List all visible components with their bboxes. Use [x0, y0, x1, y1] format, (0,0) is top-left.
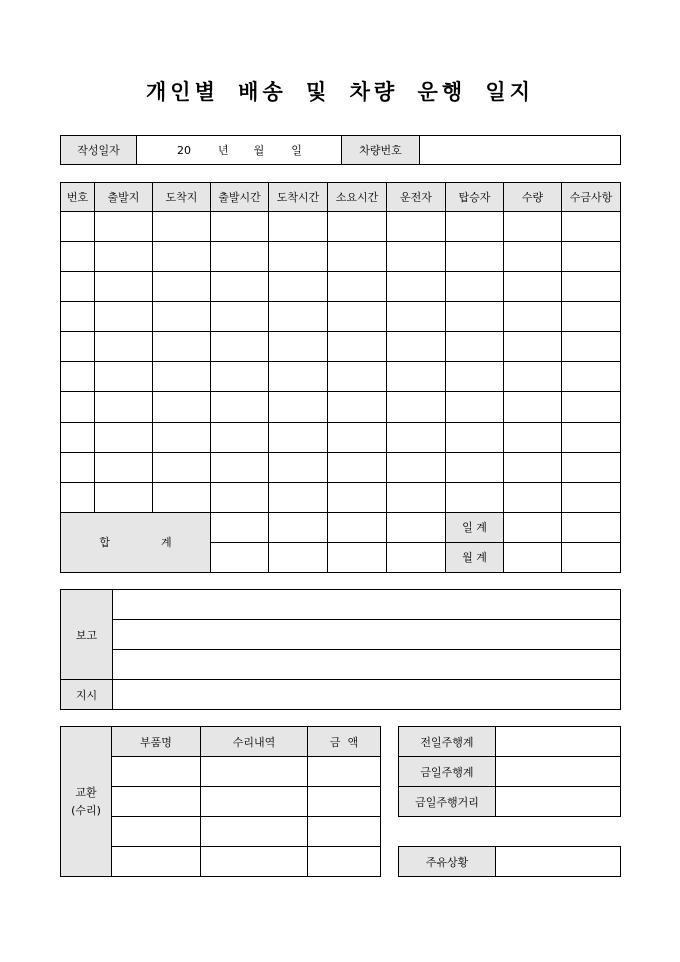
log-cell[interactable] — [504, 332, 562, 362]
log-cell[interactable] — [153, 302, 211, 332]
log-cell[interactable] — [153, 212, 211, 242]
log-cell[interactable] — [328, 482, 387, 512]
log-cell[interactable] — [387, 482, 446, 512]
log-cell[interactable] — [61, 242, 95, 272]
log-cell[interactable] — [504, 362, 562, 392]
today-distance-field[interactable] — [496, 787, 621, 817]
log-cell[interactable] — [446, 272, 504, 302]
log-cell[interactable] — [61, 482, 95, 512]
log-cell[interactable] — [211, 212, 269, 242]
log-cell[interactable] — [61, 212, 95, 242]
log-cell[interactable] — [211, 242, 269, 272]
vehicle-field[interactable] — [420, 136, 621, 165]
repair-cell[interactable] — [201, 757, 308, 787]
instruction-line[interactable] — [113, 680, 621, 710]
total-cell[interactable] — [328, 542, 387, 572]
log-cell[interactable] — [95, 212, 153, 242]
repair-cell[interactable] — [201, 787, 308, 817]
total-label-2: 계 — [161, 536, 172, 550]
report-line[interactable] — [113, 590, 621, 620]
log-cell[interactable] — [61, 422, 95, 452]
table-row — [61, 452, 621, 482]
header-info-table — [60, 135, 621, 165]
log-cell[interactable] — [153, 392, 211, 422]
log-cell[interactable] — [95, 482, 153, 512]
fuel-status-field[interactable] — [496, 847, 621, 877]
log-cell[interactable] — [269, 272, 328, 302]
today-total-field[interactable] — [496, 757, 621, 787]
log-cell[interactable] — [211, 392, 269, 422]
log-cell[interactable] — [61, 302, 95, 332]
table-row — [61, 422, 621, 452]
table-row — [61, 332, 621, 362]
repair-cell[interactable] — [308, 757, 381, 787]
col-header-quantity: 수량 — [504, 183, 562, 212]
log-cell[interactable] — [61, 332, 95, 362]
prev-total-field[interactable] — [496, 727, 621, 757]
day-unit: 일 — [291, 144, 302, 157]
col-header-number: 번호 — [61, 183, 95, 212]
log-cell[interactable] — [562, 272, 621, 302]
repair-label-line2: (수리) — [71, 803, 101, 817]
log-cell[interactable] — [446, 362, 504, 392]
log-cell[interactable] — [61, 452, 95, 482]
log-cell[interactable] — [328, 212, 387, 242]
log-cell[interactable] — [95, 362, 153, 392]
log-cell[interactable] — [153, 452, 211, 482]
repair-table — [60, 726, 381, 877]
report-line[interactable] — [113, 650, 621, 680]
month-unit: 월 — [253, 144, 265, 157]
repair-label — [61, 727, 112, 877]
log-cell[interactable] — [269, 302, 328, 332]
log-cell[interactable] — [446, 332, 504, 362]
log-cell[interactable] — [61, 362, 95, 392]
log-cell[interactable] — [504, 422, 562, 452]
log-cell[interactable] — [562, 422, 621, 452]
log-cell[interactable] — [562, 332, 621, 362]
log-cell[interactable] — [211, 302, 269, 332]
table-row — [61, 242, 621, 272]
log-cell[interactable] — [211, 272, 269, 302]
table-row — [61, 392, 621, 422]
log-cell[interactable] — [153, 332, 211, 362]
log-cell[interactable] — [269, 212, 328, 242]
log-cell[interactable] — [153, 362, 211, 392]
log-cell[interactable] — [328, 242, 387, 272]
vehicle-label: 차량번호 — [342, 136, 420, 165]
total-cell[interactable] — [211, 542, 269, 572]
table-row — [61, 482, 621, 512]
repair-cell[interactable] — [308, 787, 381, 817]
col-header-part-name: 부품명 — [112, 727, 201, 757]
monthly-total-label: 월 계 — [446, 542, 504, 572]
log-cell[interactable] — [387, 302, 446, 332]
daily-total-label: 일 계 — [446, 512, 504, 542]
log-cell[interactable] — [269, 482, 328, 512]
log-cell[interactable] — [562, 242, 621, 272]
col-header-amount: 금 액 — [308, 727, 381, 757]
repair-cell[interactable] — [112, 787, 201, 817]
log-cell[interactable] — [328, 452, 387, 482]
total-cell[interactable] — [328, 512, 387, 542]
total-cell[interactable] — [387, 512, 446, 542]
log-cell[interactable] — [504, 242, 562, 272]
log-cell[interactable] — [504, 392, 562, 422]
log-cell[interactable] — [61, 272, 95, 302]
date-field[interactable] — [137, 136, 342, 165]
log-cell[interactable] — [95, 332, 153, 362]
log-cell[interactable] — [269, 362, 328, 392]
table-row — [61, 362, 621, 392]
total-label-1: 합 — [99, 536, 110, 550]
prev-total-label: 전일주행계 — [399, 727, 496, 757]
col-header-destination: 도착지 — [153, 183, 211, 212]
log-cell[interactable] — [328, 422, 387, 452]
log-cell[interactable] — [269, 392, 328, 422]
log-cell[interactable] — [446, 302, 504, 332]
log-cell[interactable] — [153, 422, 211, 452]
table-row — [61, 302, 621, 332]
log-cell[interactable] — [328, 302, 387, 332]
log-cell[interactable] — [562, 302, 621, 332]
year-prefix: 20 — [177, 144, 191, 157]
log-cell[interactable] — [446, 452, 504, 482]
repair-cell[interactable] — [308, 847, 381, 877]
log-cell[interactable] — [387, 422, 446, 452]
total-cell[interactable] — [269, 512, 328, 542]
log-cell[interactable] — [328, 362, 387, 392]
log-cell[interactable] — [95, 422, 153, 452]
log-cell[interactable] — [504, 302, 562, 332]
log-cell[interactable] — [328, 332, 387, 362]
log-cell[interactable] — [562, 452, 621, 482]
report-line[interactable] — [113, 620, 621, 650]
fuel-table — [398, 846, 621, 877]
log-cell[interactable] — [504, 272, 562, 302]
log-cell[interactable] — [153, 272, 211, 302]
instruction-label: 지시 — [61, 680, 113, 710]
col-header-departure-time: 출발시간 — [211, 183, 269, 212]
repair-cell[interactable] — [112, 757, 201, 787]
total-cell[interactable] — [269, 542, 328, 572]
repair-cell[interactable] — [112, 847, 201, 877]
col-header-duration: 소요시간 — [328, 183, 387, 212]
mileage-table — [398, 726, 621, 817]
col-header-arrival-time: 도착시간 — [269, 183, 328, 212]
log-cell[interactable] — [446, 242, 504, 272]
date-label: 작성일자 — [61, 136, 137, 165]
table-row — [61, 212, 621, 242]
log-cell[interactable] — [328, 272, 387, 302]
report-table — [60, 589, 621, 710]
total-cell[interactable] — [211, 512, 269, 542]
total-label — [61, 512, 211, 572]
col-header-collection: 수금사항 — [562, 183, 621, 212]
log-cell[interactable] — [61, 392, 95, 422]
total-cell[interactable] — [387, 542, 446, 572]
log-cell[interactable] — [387, 362, 446, 392]
log-cell[interactable] — [562, 482, 621, 512]
total-cell[interactable] — [562, 542, 621, 572]
log-cell[interactable] — [269, 452, 328, 482]
page-title: 개인별 배송 및 차량 운행 일지 — [146, 79, 534, 104]
log-cell[interactable] — [387, 392, 446, 422]
delivery-log-table — [60, 182, 621, 573]
log-cell[interactable] — [269, 242, 328, 272]
log-cell[interactable] — [446, 392, 504, 422]
total-cell[interactable] — [504, 542, 562, 572]
log-cell[interactable] — [446, 212, 504, 242]
log-cell[interactable] — [95, 392, 153, 422]
log-cell[interactable] — [95, 452, 153, 482]
log-cell[interactable] — [211, 482, 269, 512]
log-cell[interactable] — [95, 272, 153, 302]
log-cell[interactable] — [446, 482, 504, 512]
log-cell[interactable] — [153, 242, 211, 272]
log-cell[interactable] — [387, 332, 446, 362]
repair-cell[interactable] — [201, 847, 308, 877]
log-cell[interactable] — [562, 392, 621, 422]
log-cell[interactable] — [562, 362, 621, 392]
table-row — [61, 272, 621, 302]
log-cell[interactable] — [269, 332, 328, 362]
log-cell[interactable] — [504, 212, 562, 242]
col-header-passenger: 탑승자 — [446, 183, 504, 212]
col-header-driver: 운전자 — [387, 183, 446, 212]
log-cell[interactable] — [211, 362, 269, 392]
log-cell[interactable] — [211, 422, 269, 452]
report-label: 보고 — [61, 590, 113, 680]
year-unit: 년 — [218, 144, 229, 157]
repair-label-line1: 교환 — [75, 785, 97, 799]
col-header-repair-details: 수리내역 — [201, 727, 308, 757]
log-cell[interactable] — [328, 392, 387, 422]
fuel-status-label: 주유상황 — [399, 847, 496, 877]
log-cell[interactable] — [562, 212, 621, 242]
repair-cell[interactable] — [201, 817, 308, 847]
log-cell[interactable] — [95, 242, 153, 272]
repair-cell[interactable] — [112, 817, 201, 847]
today-distance-label: 금일주행거리 — [399, 787, 496, 817]
repair-cell[interactable] — [308, 817, 381, 847]
log-cell[interactable] — [387, 212, 446, 242]
log-cell[interactable] — [504, 482, 562, 512]
total-cell[interactable] — [504, 512, 562, 542]
log-cell[interactable] — [504, 452, 562, 482]
today-total-label: 금일주행계 — [399, 757, 496, 787]
log-cell[interactable] — [387, 272, 446, 302]
log-cell[interactable] — [95, 302, 153, 332]
total-cell[interactable] — [562, 512, 621, 542]
log-cell[interactable] — [387, 452, 446, 482]
log-cell[interactable] — [446, 422, 504, 452]
log-cell[interactable] — [211, 332, 269, 362]
log-cell[interactable] — [211, 452, 269, 482]
log-cell[interactable] — [153, 482, 211, 512]
log-cell[interactable] — [387, 242, 446, 272]
col-header-origin: 출발지 — [95, 183, 153, 212]
log-cell[interactable] — [269, 422, 328, 452]
